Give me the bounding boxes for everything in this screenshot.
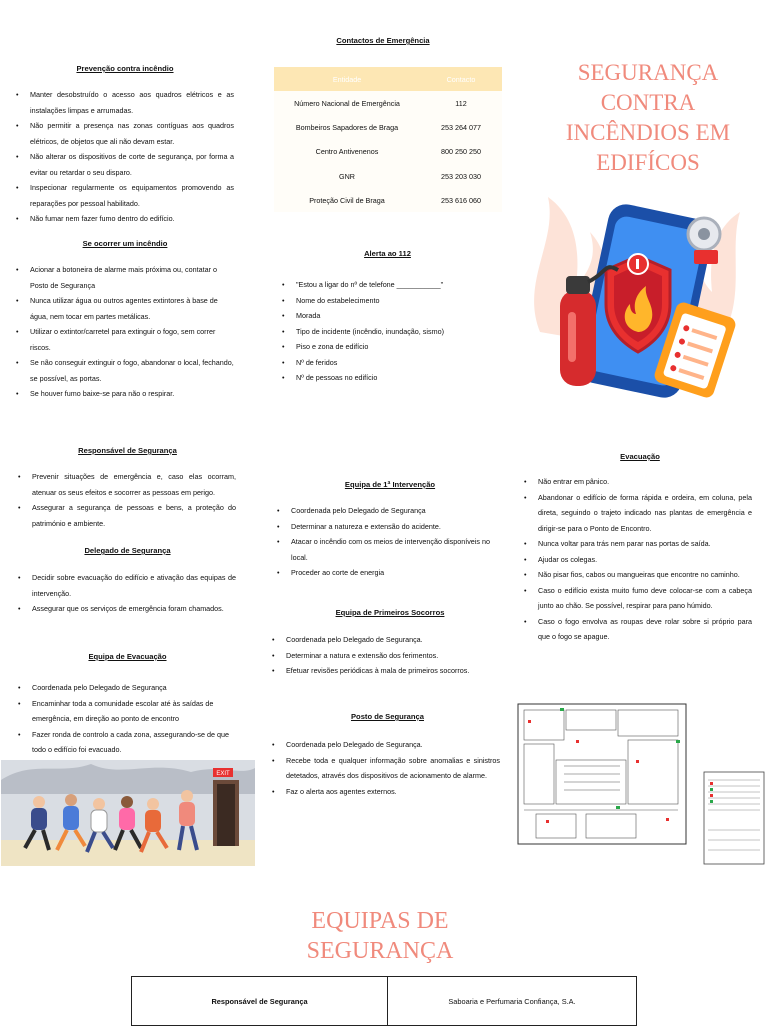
table-header-row — [274, 67, 502, 91]
col-entity: Entidade — [274, 67, 420, 91]
name-cell: Saboaria e Perfumaria Confiança, S.A. — [388, 977, 637, 1026]
list-item: • Caso o edifício exista muito fumo deve colocar-se com a cabeça junto ao chão. Se possível, respirar para pano húmido. — [520, 583, 752, 614]
list-item: • Recebe toda e qualquer informação sobre anomalias e sinistros detetados, através dos dispositivos de acionamento de alarme. — [268, 753, 500, 784]
table-row — [274, 140, 502, 164]
responsible-list — [14, 469, 236, 531]
list-item: • Não alterar os dispositivos de corte de segurança, por forma a evitar ou retardar o seu disparo. — [12, 149, 234, 180]
contact-cell: 112 — [420, 91, 502, 115]
list-item: • Não pisar fios, cabos ou mangueiras que encontre no caminho. — [520, 567, 752, 583]
fire-safety-illustration — [528, 182, 750, 404]
list-item: • Fazer ronda de controlo a cada zona, assegurando-se de que todo o edifício foi evacuado. — [14, 727, 236, 758]
table-row — [132, 977, 637, 1026]
list-item: • Se houver fumo baixe-se para não o respirar. — [12, 386, 234, 402]
entity-cell: Centro Antivenenos — [274, 140, 420, 164]
contact-cell: 253 616 060 — [420, 188, 502, 212]
list-item: • Encaminhar toda a comunidade escolar até às saídas de emergência, em direção ao ponto de encontro — [14, 696, 236, 727]
entity-cell: Número Nacional de Emergência — [274, 91, 420, 115]
contact-cell: 800 250 250 — [420, 140, 502, 164]
fire-title: Se ocorrer um incêndio — [82, 239, 168, 248]
list-item: • Decidir sobre evacuação do edifício e ativação das equipas de intervenção. — [14, 570, 236, 601]
list-item: • Nunca utilizar água ou outros agentes extintores à base de água, nem tocar em partes metálicas. — [12, 293, 234, 324]
main-title: SEGURANÇA CONTRA INCÊNDIOS EM EDIFÍCOS — [565, 60, 731, 175]
aid-team-list — [268, 632, 508, 679]
list-item: • Nome do estabelecimento — [278, 293, 503, 309]
table-row — [274, 164, 502, 188]
list-item: • Piso e zona de edifício — [278, 339, 503, 355]
contacts-table — [274, 67, 502, 212]
prevention-list — [12, 87, 234, 227]
list-item: • Determinar a natura e extensão dos ferimentos. — [268, 648, 508, 664]
table-row — [274, 115, 502, 139]
contact-cell: 253 203 030 — [420, 164, 502, 188]
entity-cell: GNR — [274, 164, 420, 188]
list-item: • Manter desobstruído o acesso aos quadros elétricos e as instalações limpas e arrumadas. — [12, 87, 234, 118]
list-item: • Efetuar revisões periódicas à mala de primeiros socorros. — [268, 663, 508, 679]
list-item: • Nunca voltar para trás nem parar nas portas de saída. — [520, 536, 752, 552]
list-item: • Assegurar a segurança de pessoas e bens, a proteção do património e ambiente. — [14, 500, 236, 531]
list-item: • Coordenada pelo Delegado de Segurança — [273, 503, 505, 519]
entity-cell: Proteção Civil de Braga — [274, 188, 420, 212]
teams-title: EQUIPAS DE SEGURANÇA — [306, 908, 454, 964]
list-item: • "Estou a ligar do nº de telefone ___________" — [278, 277, 503, 293]
list-item: • Inspecionar regularmente os equipamentos promovendo as reparações por pessoal habilitado. — [12, 180, 234, 211]
exit-sign-text: EXIT — [216, 771, 230, 777]
list-item: • Tipo de incidente (incêndio, inundação, sismo) — [278, 324, 503, 340]
evacuation-list — [520, 474, 752, 645]
list-item: • Nº de pessoas no edifício — [278, 370, 503, 386]
entity-cell: Bombeiros Sapadores de Braga — [274, 115, 420, 139]
list-item: • Não permitir a presença nas zonas contíguas aos quadros elétricos, de objetos que ali não devam estar. — [12, 118, 234, 149]
alert-title: Alerta ao 112 — [364, 249, 411, 258]
list-item: • Coordenada pelo Delegado de Segurança — [14, 680, 236, 696]
list-item: • Morada — [278, 308, 503, 324]
table-row — [274, 188, 502, 212]
list-item: • Não entrar em pânico. — [520, 474, 752, 490]
contact-cell: 253 264 077 — [420, 115, 502, 139]
delegate-list — [14, 570, 236, 617]
responsible-title: Responsável de Segurança — [78, 446, 177, 455]
table-row — [274, 91, 502, 115]
list-item: • Coordenada pelo Delegado de Segurança. — [268, 737, 500, 753]
list-item: • Assegurar que os serviços de emergência foram chamados. — [14, 601, 236, 617]
contacts-title: Contactos de Emergência — [336, 36, 430, 45]
security-team-table — [131, 976, 637, 1026]
list-item: • Prevenir situações de emergência e, caso elas ocorram, atenuar os seus efeitos e socorrer as pessoas em perigo. — [14, 469, 236, 500]
role-cell: Responsável de Segurança — [132, 977, 388, 1026]
evacuation-title: Evacuação — [620, 452, 660, 461]
list-item: • Proceder ao corte de energia — [273, 565, 505, 581]
post-list — [268, 737, 500, 799]
fire-list — [12, 262, 234, 402]
evacuation-illustration — [1, 760, 255, 866]
list-item: • Faz o alerta aos agentes externos. — [268, 784, 500, 800]
list-item: • Nº de feridos — [278, 355, 503, 371]
list-item: • Utilizar o extintor/carretel para extinguir o fogo, sem correr riscos. — [12, 324, 234, 355]
list-item: • Abandonar o edifício de forma rápida e ordeira, em coluna, pela direta, seguindo o trajeto indicado nas plantas de emergência e dirigir-se para o Ponto de Encontro. — [520, 490, 752, 537]
list-item: • Coordenada pelo Delegado de Segurança. — [268, 632, 508, 648]
alert-list — [278, 277, 503, 386]
evac-team-list — [14, 680, 236, 758]
post-title: Posto de Segurança — [350, 712, 424, 721]
list-item: • Não fumar nem fazer fumo dentro do edifício. — [12, 211, 234, 227]
list-item: • Caso o fogo envolva as roupas deve rolar sobre si próprio para que o fogo se apague. — [520, 614, 752, 645]
first-team-title: Equipa de 1ª Intervenção — [344, 480, 436, 489]
list-item: • Acionar a botoneira de alarme mais próxima ou, contatar o Posto de Segurança — [12, 262, 234, 293]
list-item: • Determinar a natureza e extensão do acidente. — [273, 519, 505, 535]
delegate-title: Delegado de Segurança — [84, 546, 171, 555]
first-team-list — [273, 503, 505, 581]
floor-plan-image — [516, 700, 768, 868]
list-item: • Se não conseguir extinguir o fogo, abandonar o local, fechando, se possível, as portas. — [12, 355, 234, 386]
prevention-title: Prevenção contra incêndio — [76, 64, 174, 73]
col-contact: Contacto — [420, 67, 502, 91]
fire-extinguisher-icon — [560, 290, 596, 386]
list-item: • Atacar o incêndio com os meios de intervenção disponíveis no local. — [273, 534, 505, 565]
aid-team-title: Equipa de Primeiros Socorros — [335, 608, 445, 617]
evac-team-title: Equipa de Evacuação — [88, 652, 167, 661]
list-item: • Ajudar os colegas. — [520, 552, 752, 568]
